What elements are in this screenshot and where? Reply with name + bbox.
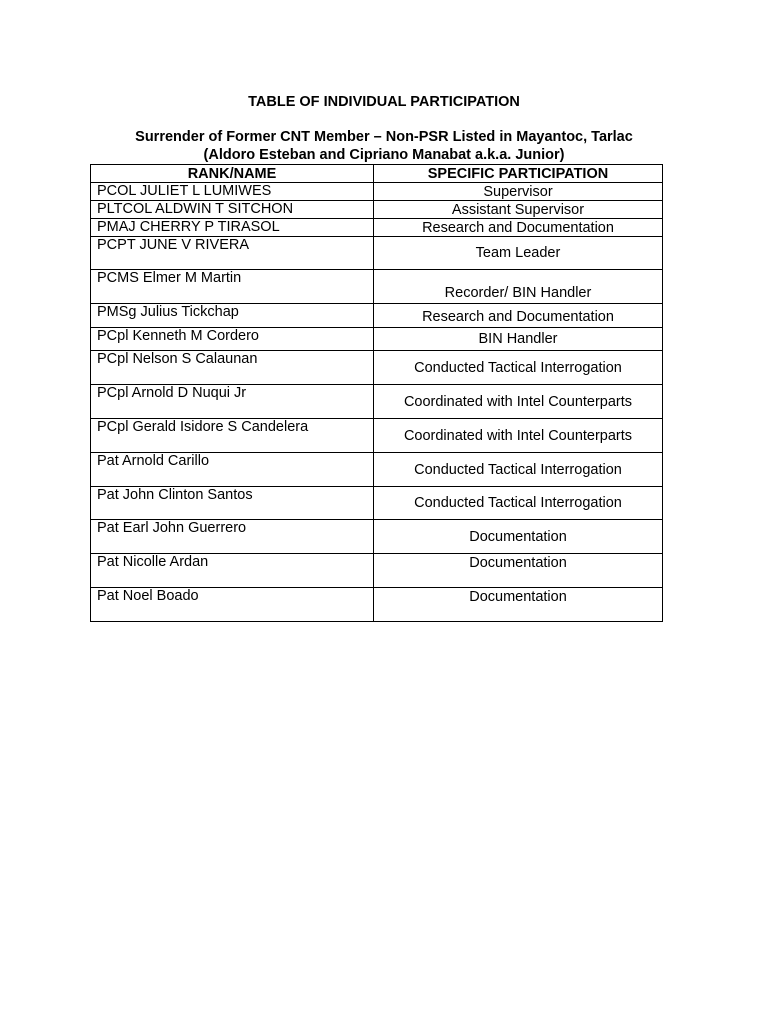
rank-name-cell: PCpl Nelson S Calaunan	[91, 351, 374, 385]
rank-name-cell: Pat John Clinton Santos	[91, 487, 374, 520]
table-row	[91, 201, 663, 219]
document-title: TABLE OF INDIVIDUAL PARTICIPATION	[248, 94, 520, 110]
rank-name-cell: Pat Earl John Guerrero	[91, 520, 374, 554]
table-row	[91, 237, 663, 270]
rank-name-cell: PCOL JULIET L LUMIWES	[91, 183, 374, 201]
document-subtitle	[0, 128, 768, 164]
table-row	[91, 385, 663, 419]
rank-name-cell: PCpl Gerald Isidore S Candelera	[91, 419, 374, 453]
rank-name-cell: PCpl Kenneth M Cordero	[91, 328, 374, 351]
rank-name-cell: PMAJ CHERRY P TIRASOL	[91, 219, 374, 237]
rank-name-cell: PMSg Julius Tickchap	[91, 304, 374, 328]
participation-cell: Conducted Tactical Interrogation	[374, 453, 663, 487]
table-row	[91, 219, 663, 237]
table-header-row	[91, 165, 663, 183]
participation-cell: Documentation	[374, 588, 663, 622]
header-specific-participation: SPECIFIC PARTICIPATION	[374, 165, 663, 183]
participation-cell: BIN Handler	[374, 328, 663, 351]
table-row	[91, 419, 663, 453]
table-row	[91, 520, 663, 554]
table-row	[91, 351, 663, 385]
rank-name-cell: PCMS Elmer M Martin	[91, 270, 374, 304]
participation-cell: Documentation	[374, 554, 663, 588]
table-row	[91, 588, 663, 622]
rank-name-cell: PCpl Arnold D Nuqui Jr	[91, 385, 374, 419]
rank-name-cell: PLTCOL ALDWIN T SITCHON	[91, 201, 374, 219]
participation-cell: Conducted Tactical Interrogation	[374, 487, 663, 520]
table-row	[91, 304, 663, 328]
rank-name-cell: PCPT JUNE V RIVERA	[91, 237, 374, 270]
table-row	[91, 487, 663, 520]
participation-cell: Documentation	[374, 520, 663, 554]
table-row	[91, 328, 663, 351]
rank-name-cell: Pat Arnold Carillo	[91, 453, 374, 487]
table-row	[91, 183, 663, 201]
rank-name-cell: Pat Noel Boado	[91, 588, 374, 622]
table-row	[91, 453, 663, 487]
participation-cell: Recorder/ BIN Handler	[374, 270, 663, 304]
participation-cell: Research and Documentation	[374, 219, 663, 237]
participation-cell: Assistant Supervisor	[374, 201, 663, 219]
participation-cell: Conducted Tactical Interrogation	[374, 351, 663, 385]
participation-cell: Supervisor	[374, 183, 663, 201]
table-row	[91, 270, 663, 304]
participation-cell: Coordinated with Intel Counterparts	[374, 385, 663, 419]
rank-name-cell: Pat Nicolle Ardan	[91, 554, 374, 588]
header-rank-name: RANK/NAME	[91, 165, 374, 183]
participation-cell: Team Leader	[374, 237, 663, 270]
participation-cell: Research and Documentation	[374, 304, 663, 328]
table-row	[91, 554, 663, 588]
subtitle-line-2: (Aldoro Esteban and Cipriano Manabat a.k.a. Junior)	[203, 147, 565, 163]
participation-cell: Coordinated with Intel Counterparts	[374, 419, 663, 453]
participation-table	[90, 164, 663, 622]
subtitle-line-1: Surrender of Former CNT Member – Non-PSR Listed in Mayantoc, Tarlac	[135, 129, 633, 145]
